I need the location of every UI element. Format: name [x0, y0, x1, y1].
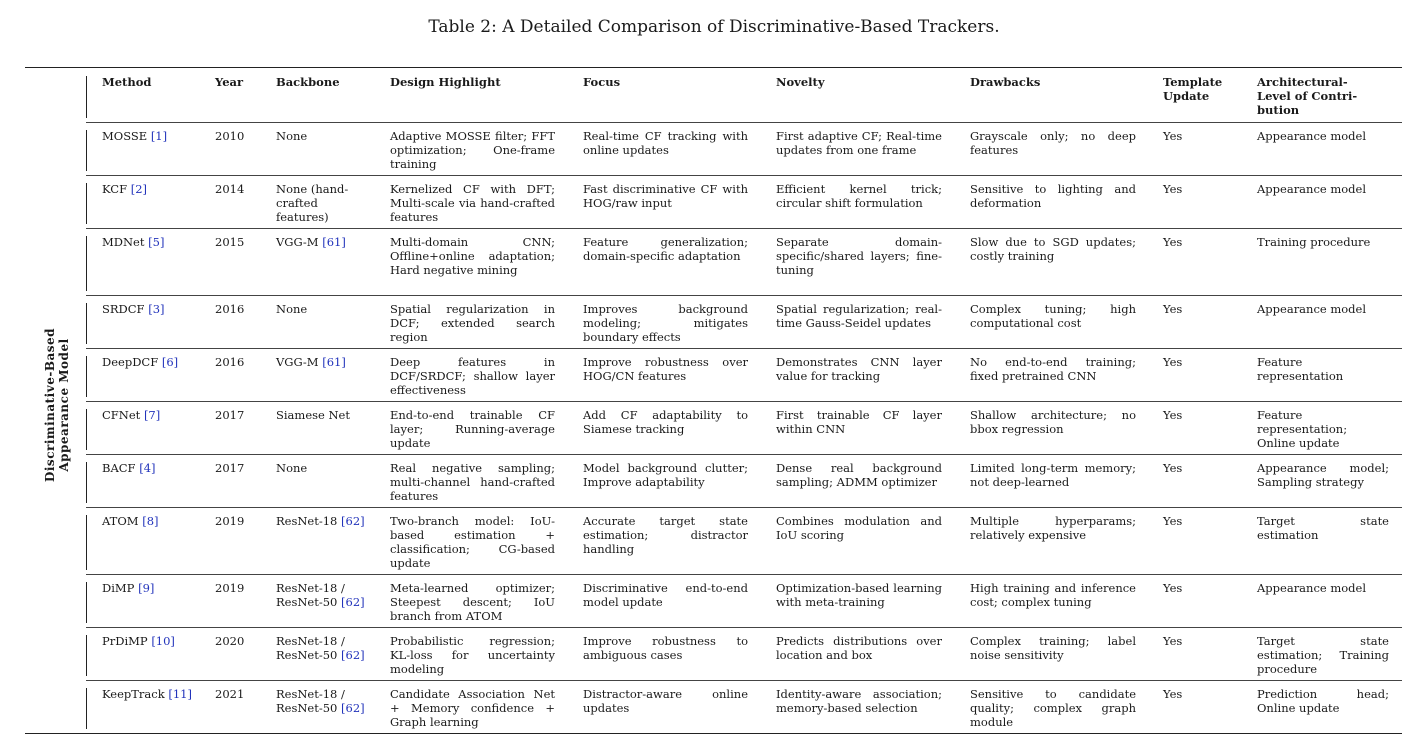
cell-architectural-level: Appearance model — [1257, 302, 1367, 316]
cell-design-highlight: Probabilistic regression; KL-loss for uncertainty modeling — [390, 634, 555, 676]
backbone-name: VGG-M — [276, 355, 319, 369]
method-name: KeepTrack — [102, 687, 165, 701]
table-row — [86, 175, 1402, 229]
cell-focus: Improves background modeling; mitigates boundary effects — [583, 302, 748, 344]
cell-backbone — [276, 581, 372, 609]
cell-method — [102, 408, 202, 422]
cell-method — [102, 634, 202, 648]
cell-focus: Model background clutter; Improve adaptability — [583, 461, 748, 489]
header-design-highlight: Design Highlight — [390, 75, 501, 89]
cell-focus: Discriminative end-to-end model update — [583, 581, 748, 609]
cell-architectural-level: Training procedure — [1257, 235, 1371, 249]
cell-backbone — [276, 461, 372, 475]
cell-focus: Improve robustness to ambiguous cases — [583, 634, 748, 662]
table-row — [86, 122, 1402, 176]
method-name: MOSSE — [102, 129, 148, 143]
cell-year: 2014 — [215, 182, 245, 196]
cell-backbone — [276, 302, 372, 316]
method-citation-link[interactable]: [1] — [150, 129, 168, 143]
cell-template-update: Yes — [1163, 182, 1183, 196]
cell-year: 2017 — [215, 408, 245, 422]
method-citation-link[interactable]: [11] — [168, 687, 192, 701]
group-label-line-2: Appearance Model — [57, 338, 71, 472]
backbone-citation-link[interactable]: [62] — [341, 595, 365, 609]
cell-year: 2020 — [215, 634, 245, 648]
method-citation-link[interactable]: [8] — [142, 514, 159, 528]
cell-architectural-level: Appearance model; Sampling strategy — [1257, 461, 1389, 489]
backbone-name: VGG-M — [276, 235, 319, 249]
header-method: Method — [102, 75, 152, 89]
backbone-citation-link[interactable]: [61] — [322, 235, 346, 249]
cell-backbone — [276, 182, 372, 224]
cell-year: 2019 — [215, 514, 245, 528]
backbone-name: None — [276, 302, 308, 316]
cell-template-update: Yes — [1163, 514, 1183, 528]
backbone-name: ResNet-18 / ResNet-50 — [276, 581, 345, 609]
cell-template-update: Yes — [1163, 581, 1183, 595]
cell-method — [102, 302, 202, 316]
cell-drawbacks: High training and inference cost; complex tuning — [970, 581, 1136, 609]
cell-template-update: Yes — [1163, 355, 1183, 369]
header-template-update: Template Update — [1163, 75, 1223, 103]
method-citation-link[interactable]: [5] — [148, 235, 165, 249]
method-name: KCF — [102, 182, 128, 196]
table-row — [86, 401, 1402, 455]
method-name: MDNet — [102, 235, 145, 249]
backbone-name: ResNet-18 / ResNet-50 — [276, 687, 345, 715]
cell-drawbacks: Slow due to SGD updates; costly training — [970, 235, 1136, 263]
cell-focus: Improve robustness over HOG/CN features — [583, 355, 748, 383]
cell-year: 2016 — [215, 355, 245, 369]
cell-drawbacks: Complex tuning; high computational cost — [970, 302, 1136, 330]
table-row — [86, 295, 1402, 349]
cell-year: 2016 — [215, 302, 245, 316]
method-name: CFNet — [102, 408, 141, 422]
cell-year: 2015 — [215, 235, 245, 249]
backbone-citation-link[interactable]: [62] — [341, 648, 365, 662]
cell-year: 2010 — [215, 129, 245, 143]
cell-backbone — [276, 514, 372, 528]
cell-method — [102, 355, 202, 369]
cell-template-update: Yes — [1163, 461, 1183, 475]
cell-drawbacks: No end-to-end training; fixed pretrained CNN — [970, 355, 1136, 383]
cell-method — [102, 182, 202, 196]
cell-architectural-level: Appearance model — [1257, 182, 1367, 196]
method-citation-link[interactable]: [4] — [139, 461, 156, 475]
backbone-citation-link[interactable]: [62] — [341, 514, 365, 528]
cell-design-highlight: Spatial regularization in DCF; extended search region — [390, 302, 555, 344]
cell-drawbacks: Complex training; label noise sensitivity — [970, 634, 1136, 662]
cell-novelty: Dense real background sampling; ADMM optimizer — [776, 461, 942, 489]
cell-template-update: Yes — [1163, 408, 1183, 422]
cell-architectural-level: Target state estimation — [1257, 514, 1389, 542]
cell-focus: Accurate target state estimation; distractor handling — [583, 514, 748, 556]
cell-template-update: Yes — [1163, 129, 1183, 143]
method-name: ATOM — [102, 514, 139, 528]
table-row — [86, 507, 1402, 575]
cell-method — [102, 461, 202, 475]
cell-drawbacks: Grayscale only; no deep features — [970, 129, 1136, 157]
method-name: PrDiMP — [102, 634, 148, 648]
cell-novelty: First trainable CF layer within CNN — [776, 408, 942, 436]
cell-design-highlight: Kernelized CF with DFT; Multi-scale via hand-crafted features — [390, 182, 555, 224]
table-header-row — [86, 68, 1402, 123]
cell-focus: Add CF adaptability to Siamese tracking — [583, 408, 748, 436]
cell-novelty: Separate domain-specific/shared layers; fine-tuning — [776, 235, 942, 277]
cell-novelty: Combines modulation and IoU scoring — [776, 514, 942, 542]
cell-architectural-level: Feature representation; Online update — [1257, 408, 1348, 450]
cell-architectural-level: Feature representation — [1257, 355, 1344, 383]
backbone-name: None — [276, 129, 308, 143]
cell-year: 2021 — [215, 687, 245, 701]
cell-drawbacks: Shallow architecture; no bbox regression — [970, 408, 1136, 436]
table-row — [86, 627, 1402, 681]
backbone-citation-link[interactable]: [61] — [322, 355, 346, 369]
header-year: Year — [215, 75, 244, 89]
group-label — [40, 320, 74, 490]
cell-method — [102, 581, 202, 595]
method-citation-link[interactable]: [9] — [138, 581, 155, 595]
cell-novelty: Demonstrates CNN layer value for tracking — [776, 355, 942, 383]
header-backbone: Backbone — [276, 75, 340, 89]
cell-year: 2017 — [215, 461, 245, 475]
cell-method — [102, 235, 202, 249]
table-row — [86, 574, 1402, 628]
backbone-name: ResNet-18 / ResNet-50 — [276, 634, 345, 662]
cell-drawbacks: Limited long-term memory; not deep-learned — [970, 461, 1136, 489]
method-name: BACF — [102, 461, 136, 475]
cell-design-highlight: End-to-end trainable CF layer; Running-average update — [390, 408, 555, 450]
cell-template-update: Yes — [1163, 302, 1183, 316]
cell-architectural-level: Target state estimation; Training procedure — [1257, 634, 1389, 676]
table-caption: Table 2: A Detailed Comparison of Discriminative-Based Trackers. — [428, 17, 1000, 37]
cell-drawbacks: Sensitive to lighting and deformation — [970, 182, 1136, 210]
method-name: SRDCF — [102, 302, 145, 316]
cell-backbone — [276, 355, 372, 369]
cell-focus: Feature generalization; domain-specific adaptation — [583, 235, 748, 263]
header-architectural-level: Architectural- Level of Contri- bution — [1257, 75, 1358, 117]
cell-novelty: Identity-aware association; memory-based selection — [776, 687, 942, 715]
cell-template-update: Yes — [1163, 235, 1183, 249]
cell-method — [102, 129, 202, 143]
cell-novelty: Predicts distributions over location and box — [776, 634, 942, 662]
cell-drawbacks: Multiple hyperparams; relatively expensive — [970, 514, 1136, 542]
cell-focus: Real-time CF tracking with online updates — [583, 129, 748, 157]
cell-novelty: Efficient kernel trick; circular shift formulation — [776, 182, 942, 210]
cell-novelty: Optimization-based learning with meta-training — [776, 581, 942, 609]
backbone-name: ResNet-18 — [276, 514, 338, 528]
cell-design-highlight: Real negative sampling; multi-channel hand-crafted features — [390, 461, 555, 503]
method-name: DeepDCF — [102, 355, 159, 369]
cell-backbone — [276, 634, 372, 662]
cell-backbone — [276, 687, 372, 715]
table-row — [86, 348, 1402, 402]
method-citation-link[interactable]: [2] — [130, 182, 148, 196]
group-label-line-1: Discriminative-Based — [43, 327, 57, 483]
backbone-name: None (hand-crafted features) — [276, 182, 349, 224]
cell-design-highlight: Meta-learned optimizer; Steepest descent; IoU branch from ATOM — [390, 581, 555, 623]
table-row — [86, 454, 1402, 508]
backbone-name: Siamese Net — [276, 408, 350, 422]
cell-year: 2019 — [215, 581, 245, 595]
header-focus: Focus — [583, 75, 621, 89]
cell-template-update: Yes — [1163, 634, 1183, 648]
cell-backbone — [276, 129, 372, 143]
cell-architectural-level: Appearance model — [1257, 581, 1367, 595]
cell-design-highlight: Two-branch model: IoU-based estimation + classification; CG-based update — [390, 514, 555, 570]
method-citation-link[interactable]: [10] — [151, 634, 175, 648]
backbone-name: None — [276, 461, 308, 475]
header-novelty: Novelty — [776, 75, 825, 89]
cell-design-highlight: Candidate Association Net + Memory confidence + Graph learning — [390, 687, 555, 729]
header-drawbacks: Drawbacks — [970, 75, 1041, 89]
cell-focus: Distractor-aware online updates — [583, 687, 748, 715]
cell-design-highlight: Adaptive MOSSE filter; FFT optimization; One-frame training — [390, 129, 555, 171]
cell-drawbacks: Sensitive to candidate quality; complex graph module — [970, 687, 1136, 729]
cell-template-update: Yes — [1163, 687, 1183, 701]
cell-method — [102, 687, 202, 701]
method-citation-link[interactable]: [6] — [161, 355, 179, 369]
cell-novelty: Spatial regularization; real-time Gauss-Seidel updates — [776, 302, 942, 330]
cell-design-highlight: Deep features in DCF/SRDCF; shallow layer effectiveness — [390, 355, 555, 397]
cell-focus: Fast discriminative CF with HOG/raw input — [583, 182, 748, 210]
table-bottom-rule — [25, 733, 1402, 734]
method-name: DiMP — [102, 581, 135, 595]
backbone-citation-link[interactable]: [62] — [341, 701, 365, 715]
cell-architectural-level: Prediction head; Online update — [1257, 687, 1389, 715]
cell-backbone — [276, 235, 372, 249]
method-citation-link[interactable]: [7] — [143, 408, 161, 422]
method-citation-link[interactable]: [3] — [148, 302, 165, 316]
table-row — [86, 680, 1402, 733]
cell-backbone — [276, 408, 372, 422]
cell-novelty: First adaptive CF; Real-time updates from one frame — [776, 129, 942, 157]
table-row — [86, 228, 1402, 296]
cell-method — [102, 514, 202, 528]
cell-architectural-level: Appearance model — [1257, 129, 1367, 143]
cell-design-highlight: Multi-domain CNN; Offline+online adaptation; Hard negative mining — [390, 235, 555, 277]
